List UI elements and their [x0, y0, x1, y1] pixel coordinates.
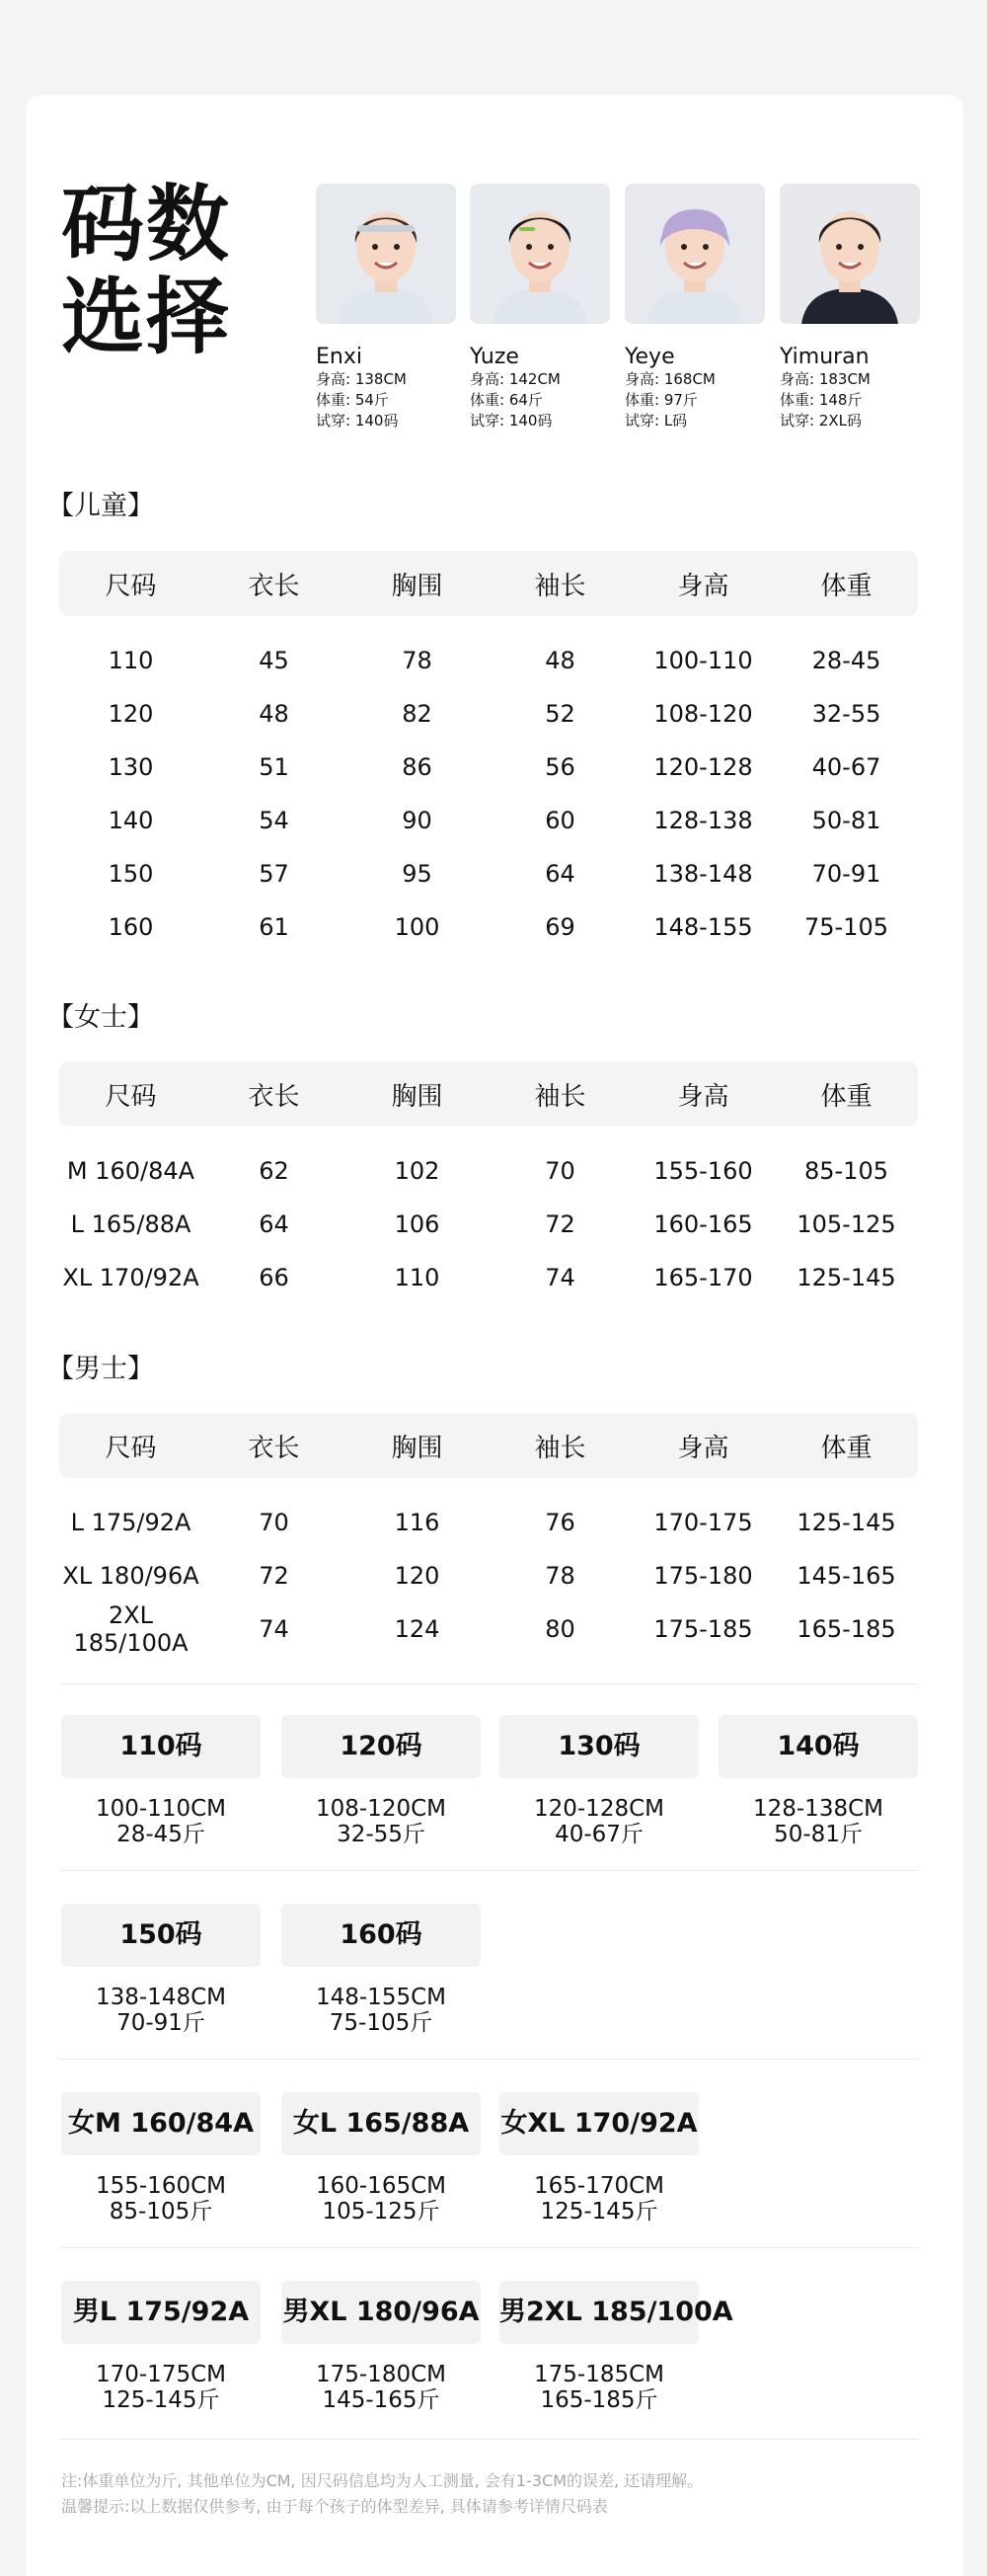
model-photo [780, 184, 920, 324]
size-chip[interactable] [61, 2092, 261, 2225]
column-header: 体重 [820, 571, 873, 601]
size-chip-height: 138-148CM [95, 1985, 226, 2010]
divider [59, 1683, 918, 1684]
model-weight: 体重: 148斤 [780, 391, 863, 409]
size-chip-height: 148-155CM [315, 1985, 446, 2010]
model-name: Enxi [316, 345, 362, 369]
size-chip-weight: 70-91斤 [116, 2010, 205, 2036]
table-cell: 160 [108, 913, 154, 941]
table-row [59, 687, 918, 741]
table-cell: 54 [259, 807, 289, 834]
size-table [59, 1061, 918, 1304]
column-header: 衣长 [248, 571, 300, 601]
size-chip[interactable] [61, 2281, 261, 2413]
table-cell: 51 [259, 753, 289, 781]
table-cell: 100 [394, 913, 440, 941]
size-chip-weight: 40-67斤 [555, 1822, 644, 1847]
table-cell: 145-165 [797, 1562, 896, 1590]
table-cell: 70 [259, 1509, 289, 1536]
table-cell: 74 [545, 1264, 575, 1291]
column-header: 尺码 [105, 1081, 157, 1112]
size-chip[interactable] [61, 1904, 261, 2036]
size-chip-label[interactable]: 女L 165/88A [281, 2092, 481, 2155]
table-row [59, 1549, 918, 1602]
column-header: 衣长 [248, 1081, 300, 1112]
section-title: 【男士】 [47, 1354, 154, 1384]
column-header: 体重 [820, 1433, 873, 1463]
column-header: 身高 [677, 1081, 729, 1112]
column-header: 胸围 [391, 571, 443, 601]
table-cell: 86 [402, 753, 432, 781]
table-cell: 124 [394, 1615, 440, 1643]
table-cell: 48 [259, 700, 289, 728]
table-cell: 110 [108, 647, 154, 674]
size-chip-label[interactable]: 160码 [281, 1904, 481, 1967]
table-cell: 90 [402, 807, 432, 834]
column-header: 体重 [820, 1081, 873, 1112]
table-cell: 72 [545, 1210, 575, 1238]
size-chip-weight: 28-45斤 [116, 1822, 205, 1847]
table-row [59, 1496, 918, 1549]
table-cell: L 175/92A [70, 1509, 191, 1536]
table-cell: 148-155 [653, 913, 753, 941]
column-header: 尺码 [105, 1433, 157, 1463]
table-cell: 2XL 185/100A [73, 1601, 189, 1657]
size-chip[interactable] [281, 1715, 481, 1847]
size-chip[interactable] [719, 1715, 918, 1847]
model-photo [625, 184, 765, 324]
table-cell: 48 [545, 647, 575, 674]
table-cell: 56 [545, 753, 575, 781]
table-row [59, 1198, 918, 1251]
table-cell: 102 [394, 1157, 440, 1185]
size-table [59, 551, 918, 954]
footnote: 注:体重单位为斤, 其他单位为CM, 因尺码信息均为人工测量, 会有1-3CM的误差, 还请理解。 温馨提示:以上数据仅供参考, 由于每个孩子的体型差异, 具体请参考详情尺码表 [61, 2471, 704, 2516]
table-cell: 52 [545, 700, 575, 728]
size-chip-weight: 145-165斤 [322, 2387, 440, 2413]
model-card [780, 184, 920, 431]
table-header [59, 1413, 918, 1478]
size-chip[interactable] [281, 2281, 481, 2413]
size-chip-weight: 165-185斤 [540, 2387, 658, 2413]
column-header: 袖长 [534, 1081, 586, 1112]
table-cell: 64 [545, 860, 575, 888]
table-cell: 116 [394, 1509, 440, 1536]
table-cell: 175-180 [653, 1562, 753, 1590]
table-cell: 155-160 [653, 1157, 753, 1185]
page-title: 码数 选择 [61, 176, 232, 365]
section-title: 【儿童】 [47, 491, 154, 521]
table-cell: 106 [394, 1210, 440, 1238]
size-chip[interactable] [499, 2092, 699, 2225]
table-row [59, 794, 918, 847]
model-photo [316, 184, 456, 324]
size-chip-weight: 85-105斤 [109, 2199, 213, 2225]
size-chip-label[interactable]: 120码 [281, 1715, 481, 1778]
column-header: 胸围 [391, 1081, 443, 1112]
size-chip-weight: 125-145斤 [540, 2199, 658, 2225]
size-chip-height: 128-138CM [752, 1796, 883, 1822]
model-card [470, 184, 610, 431]
table-cell: XL 180/96A [62, 1562, 199, 1590]
table-header [59, 551, 918, 616]
section-title: 【女士】 [47, 1002, 154, 1033]
table-cell: 105-125 [797, 1210, 896, 1238]
table-cell: L 165/88A [70, 1210, 191, 1238]
table-cell: 160-165 [653, 1210, 753, 1238]
size-chip-height: 170-175CM [95, 2362, 226, 2387]
table-cell: 62 [259, 1157, 289, 1185]
table-cell: 74 [259, 1615, 289, 1643]
size-chip-label[interactable]: 男L 175/92A [61, 2281, 261, 2344]
table-cell: 64 [259, 1210, 289, 1238]
table-cell: 78 [545, 1562, 575, 1590]
table-row [59, 1602, 918, 1656]
column-header: 身高 [677, 571, 729, 601]
model-weight: 体重: 64斤 [470, 391, 543, 409]
column-header: 尺码 [105, 571, 157, 601]
table-cell: 82 [402, 700, 432, 728]
divider [59, 2059, 918, 2060]
table-row [59, 847, 918, 900]
table-cell: 165-170 [653, 1264, 753, 1291]
size-chip[interactable] [499, 1715, 699, 1847]
table-header [59, 1061, 918, 1127]
size-chip-label[interactable]: 140码 [719, 1715, 918, 1778]
table-cell: 45 [259, 647, 289, 674]
size-chip-height: 160-165CM [315, 2173, 446, 2199]
table-cell: 95 [402, 860, 432, 888]
table-cell: 60 [545, 807, 575, 834]
table-row [59, 1144, 918, 1198]
size-chip-height: 120-128CM [533, 1796, 664, 1822]
size-chip-weight: 50-81斤 [774, 1822, 863, 1847]
table-cell: 128-138 [653, 807, 753, 834]
size-chip[interactable] [61, 1715, 261, 1847]
table-cell: 120-128 [653, 753, 753, 781]
table-cell: XL 170/92A [62, 1264, 199, 1291]
column-header: 胸围 [391, 1433, 443, 1463]
table-cell: 76 [545, 1509, 575, 1536]
table-row [59, 1251, 918, 1304]
table-cell: 125-145 [797, 1509, 896, 1536]
table-cell: 138-148 [653, 860, 753, 888]
table-cell: 80 [545, 1615, 575, 1643]
size-chip-height: 175-180CM [315, 2362, 446, 2387]
model-size: 试穿: 140码 [316, 412, 399, 429]
model-weight: 体重: 54斤 [316, 391, 389, 409]
column-header: 袖长 [534, 571, 586, 601]
table-cell: 78 [402, 647, 432, 674]
column-header: 袖长 [534, 1433, 586, 1463]
model-gallery [316, 184, 920, 440]
model-height: 身高: 142CM [470, 370, 561, 388]
model-name: Yeye [625, 345, 675, 369]
table-cell: 32-55 [811, 700, 881, 728]
table-cell: 70 [545, 1157, 575, 1185]
size-chip-label[interactable]: 女M 160/84A [61, 2092, 261, 2155]
table-cell: 75-105 [803, 913, 888, 941]
table-cell: 110 [394, 1264, 440, 1291]
column-header: 衣长 [248, 1433, 300, 1463]
table-cell: 175-185 [653, 1615, 753, 1643]
size-chip-label[interactable]: 130码 [499, 1715, 699, 1778]
table-cell: 140 [108, 807, 154, 834]
table-cell: 108-120 [653, 700, 753, 728]
table-cell: 85-105 [803, 1157, 888, 1185]
table-cell: 120 [394, 1562, 440, 1590]
table-row [59, 634, 918, 687]
model-height: 身高: 183CM [780, 370, 871, 388]
table-cell: 40-67 [811, 753, 881, 781]
size-table [59, 1413, 918, 1656]
model-height: 身高: 168CM [625, 370, 716, 388]
table-cell: 69 [545, 913, 575, 941]
size-chip-label[interactable]: 110码 [61, 1715, 261, 1778]
table-cell: 72 [259, 1562, 289, 1590]
table-cell: 165-185 [797, 1615, 896, 1643]
size-chip-weight: 105-125斤 [322, 2199, 440, 2225]
size-chip[interactable] [281, 1904, 481, 2036]
divider [59, 1870, 918, 1871]
model-card [316, 184, 456, 431]
table-cell: M 160/84A [66, 1157, 195, 1185]
size-chip-weight: 32-55斤 [337, 1822, 425, 1847]
model-name: Yuze [470, 345, 519, 369]
size-chip-weight: 75-105斤 [329, 2010, 433, 2036]
size-chip-label[interactable]: 男2XL 185/100A [499, 2281, 699, 2344]
size-chip-label[interactable]: 女XL 170/92A [499, 2092, 699, 2155]
table-cell: 120 [108, 700, 154, 728]
size-chip-height: 108-120CM [315, 1796, 446, 1822]
table-cell: 50-81 [811, 807, 881, 834]
table-cell: 70-91 [811, 860, 881, 888]
model-weight: 体重: 97斤 [625, 391, 698, 409]
divider [59, 2247, 918, 2248]
table-cell: 66 [259, 1264, 289, 1291]
size-chip-height: 100-110CM [95, 1796, 226, 1822]
table-cell: 57 [259, 860, 289, 888]
table-cell: 150 [108, 860, 154, 888]
table-row [59, 900, 918, 954]
table-cell: 125-145 [797, 1264, 896, 1291]
table-cell: 170-175 [653, 1509, 753, 1536]
model-size: 试穿: 2XL码 [780, 412, 862, 429]
size-chip-label[interactable]: 男XL 180/96A [281, 2281, 481, 2344]
model-height: 身高: 138CM [316, 370, 407, 388]
divider [59, 2439, 918, 2440]
size-chip-label[interactable]: 150码 [61, 1904, 261, 1967]
column-header: 身高 [677, 1433, 729, 1463]
table-row [59, 741, 918, 794]
model-card [625, 184, 765, 431]
table-cell: 61 [259, 913, 289, 941]
size-chip-height: 155-160CM [95, 2173, 226, 2199]
table-cell: 28-45 [811, 647, 881, 674]
size-chip-height: 165-170CM [533, 2173, 664, 2199]
table-cell: 130 [108, 753, 154, 781]
model-size: 试穿: L码 [625, 412, 688, 429]
size-chip[interactable] [499, 2281, 733, 2413]
model-photo [470, 184, 610, 324]
size-chip[interactable] [281, 2092, 481, 2225]
size-chip-weight: 125-145斤 [102, 2387, 220, 2413]
model-name: Yimuran [780, 345, 870, 369]
size-chip-height: 175-185CM [533, 2362, 664, 2387]
model-size: 试穿: 140码 [470, 412, 553, 429]
table-cell: 100-110 [653, 647, 753, 674]
